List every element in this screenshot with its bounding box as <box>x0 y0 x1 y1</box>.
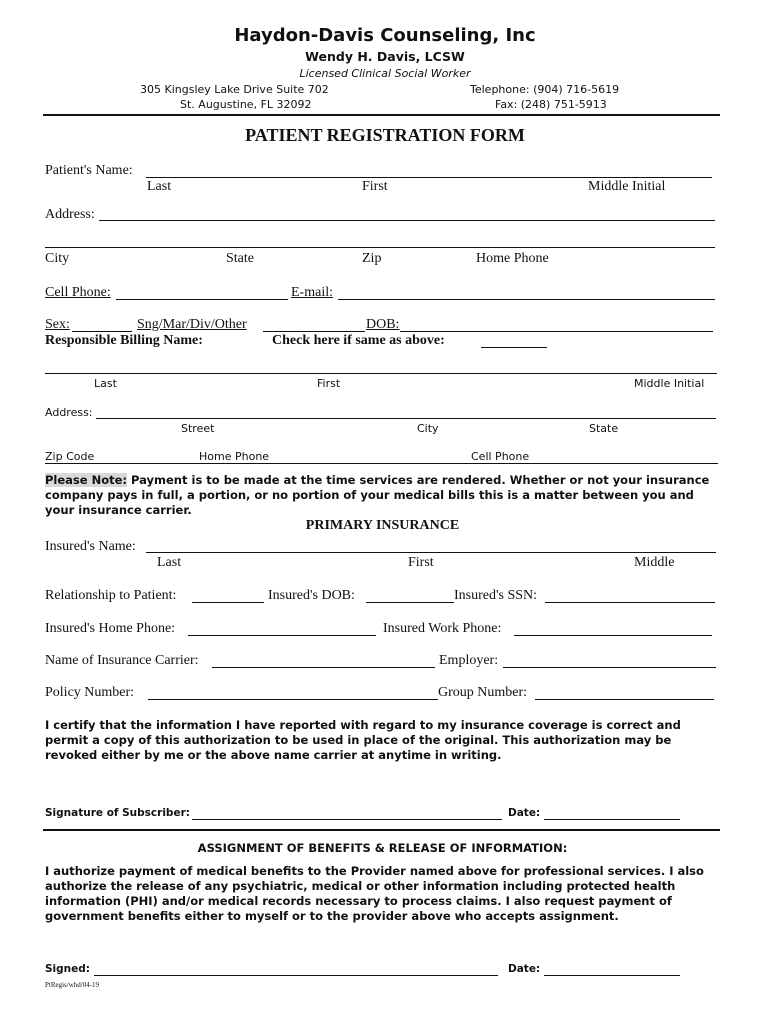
check-same-field[interactable] <box>481 347 547 348</box>
insured-home-phone-label: Insured's Home Phone: <box>45 621 176 636</box>
subscriber-date-label: Date: <box>508 807 541 819</box>
assignment-divider <box>43 829 720 831</box>
insured-work-phone-field[interactable] <box>514 635 712 636</box>
responsible-billing-label: Responsible Billing Name: <box>45 333 203 348</box>
signed-field[interactable] <box>94 975 498 976</box>
billing-cell-phone-label: Cell Phone <box>471 450 530 463</box>
patient-name-label: Patient's Name: <box>45 163 133 178</box>
patient-sub-last: Last <box>147 179 172 194</box>
please-note-label: Please Note: <box>45 473 127 487</box>
billing-address-label: Address: <box>45 406 93 419</box>
billing-phones-field[interactable] <box>45 463 718 464</box>
insured-name-label: Insured's Name: <box>45 539 136 554</box>
insured-ssn-field[interactable] <box>545 602 715 603</box>
policy-number-label: Policy Number: <box>45 685 135 700</box>
insured-name-field[interactable] <box>146 552 716 553</box>
form-title: PATIENT REGISTRATION FORM <box>245 125 525 145</box>
clinician-credential: Licensed Clinical Social Worker <box>299 67 471 80</box>
patient-sex-field[interactable] <box>72 331 132 332</box>
assignment-heading: ASSIGNMENT OF BENEFITS & RELEASE OF INFORMATION: <box>197 841 568 855</box>
patient-dob-field[interactable] <box>400 331 713 332</box>
insured-sub-last: Last <box>157 555 182 570</box>
billing-address-field[interactable] <box>96 418 716 419</box>
patient-marital-label: Sng/Mar/Div/Other <box>137 317 247 332</box>
billing-zip-label: Zip Code <box>45 450 95 463</box>
insurance-carrier-label: Name of Insurance Carrier: <box>45 653 199 668</box>
billing-sub-middle: Middle Initial <box>634 377 705 390</box>
please-note-paragraph <box>45 473 725 518</box>
patient-marital-field[interactable] <box>263 331 365 332</box>
insured-work-phone-label: Insured Work Phone: <box>383 621 502 636</box>
clinician-name: Wendy H. Davis, LCSW <box>305 49 465 64</box>
patient-sub-middle: Middle Initial <box>588 179 666 194</box>
employer-field[interactable] <box>503 667 716 668</box>
subscriber-signature-field[interactable] <box>192 819 502 820</box>
check-same-label: Check here if same as above: <box>272 333 445 348</box>
fax: Fax: (248) 751-5913 <box>495 98 607 111</box>
insured-home-phone-field[interactable] <box>188 635 376 636</box>
insured-sub-first: First <box>408 555 434 570</box>
patient-email-label: E-mail: <box>291 285 333 300</box>
patient-address-label: Address: <box>45 207 95 222</box>
insurance-carrier-field[interactable] <box>212 667 435 668</box>
patient-address-field-2[interactable] <box>45 247 715 248</box>
relationship-label: Relationship to Patient: <box>45 588 177 603</box>
patient-email-field[interactable] <box>338 299 715 300</box>
company-name: Haydon-Davis Counseling, Inc <box>234 25 536 46</box>
group-number-label: Group Number: <box>438 685 528 700</box>
address-line-1: 305 Kingsley Lake Drive Suite 702 <box>140 83 329 96</box>
insured-dob-field[interactable] <box>366 602 454 603</box>
assignment-paragraph: I authorize payment of medical benefits to the Provider named above for professional services. I also authorize the release of any psychiatric, medical or other information including protected health information (PHI) and/or medical records necessary to process claims. I also request payment of government benefits either to myself or to the provider above who accepts assignment. <box>45 864 704 923</box>
patient-sex-label: Sex: <box>45 317 70 332</box>
insured-dob-label: Insured's DOB: <box>268 588 355 603</box>
subscriber-signature-label: Signature of Subscriber: <box>45 807 190 819</box>
insured-sub-middle: Middle <box>634 555 675 570</box>
billing-home-phone-label: Home Phone <box>199 450 270 463</box>
certify-paragraph: I certify that the information I have reported with regard to my insurance coverage is correct and permit a copy of this authorization to be used in place of the original. This authorization may be revoked either by me or the above name carrier at anytime in writing. <box>45 718 681 762</box>
patient-sub-first: First <box>362 179 388 194</box>
patient-home-phone-label: Home Phone <box>476 251 549 266</box>
billing-name-field[interactable] <box>45 373 717 374</box>
billing-sub-last: Last <box>94 377 117 390</box>
patient-address-field[interactable] <box>99 220 715 221</box>
insured-ssn-label: Insured's SSN: <box>454 588 538 603</box>
subscriber-date-field[interactable] <box>544 819 680 820</box>
employer-label: Employer: <box>439 653 499 668</box>
billing-street-label: Street <box>181 422 215 435</box>
signed-label: Signed: <box>45 963 90 975</box>
policy-number-field[interactable] <box>148 699 438 700</box>
billing-city-label: City <box>417 422 439 435</box>
billing-sub-first: First <box>317 377 341 390</box>
primary-insurance-heading: PRIMARY INSURANCE <box>305 518 460 533</box>
header-divider <box>43 114 720 116</box>
group-number-field[interactable] <box>535 699 714 700</box>
patient-state-label: State <box>226 251 254 266</box>
address-line-2: St. Augustine, FL 32092 <box>180 98 312 111</box>
billing-state-label: State <box>589 422 619 435</box>
patient-dob-label: DOB: <box>366 317 400 332</box>
patient-zip-label: Zip <box>362 251 382 266</box>
signed-date-label: Date: <box>508 963 541 975</box>
footer-form-code: PtRegis/whd/04-19 <box>45 981 100 989</box>
please-note-text: Payment is to be made at the time services are rendered. Whether or not your insurance company pays in full, a portion, or no portion of your medical bills this is a matter between you and your insurance carrier. <box>45 473 710 517</box>
telephone: Telephone: (904) 716-5619 <box>470 83 620 96</box>
patient-cell-phone-field[interactable] <box>116 299 288 300</box>
relationship-field[interactable] <box>192 602 264 603</box>
patient-city-label: City <box>45 251 70 266</box>
patient-cell-phone-label: Cell Phone: <box>45 285 111 300</box>
signed-date-field[interactable] <box>544 975 680 976</box>
patient-name-field[interactable] <box>146 177 712 178</box>
